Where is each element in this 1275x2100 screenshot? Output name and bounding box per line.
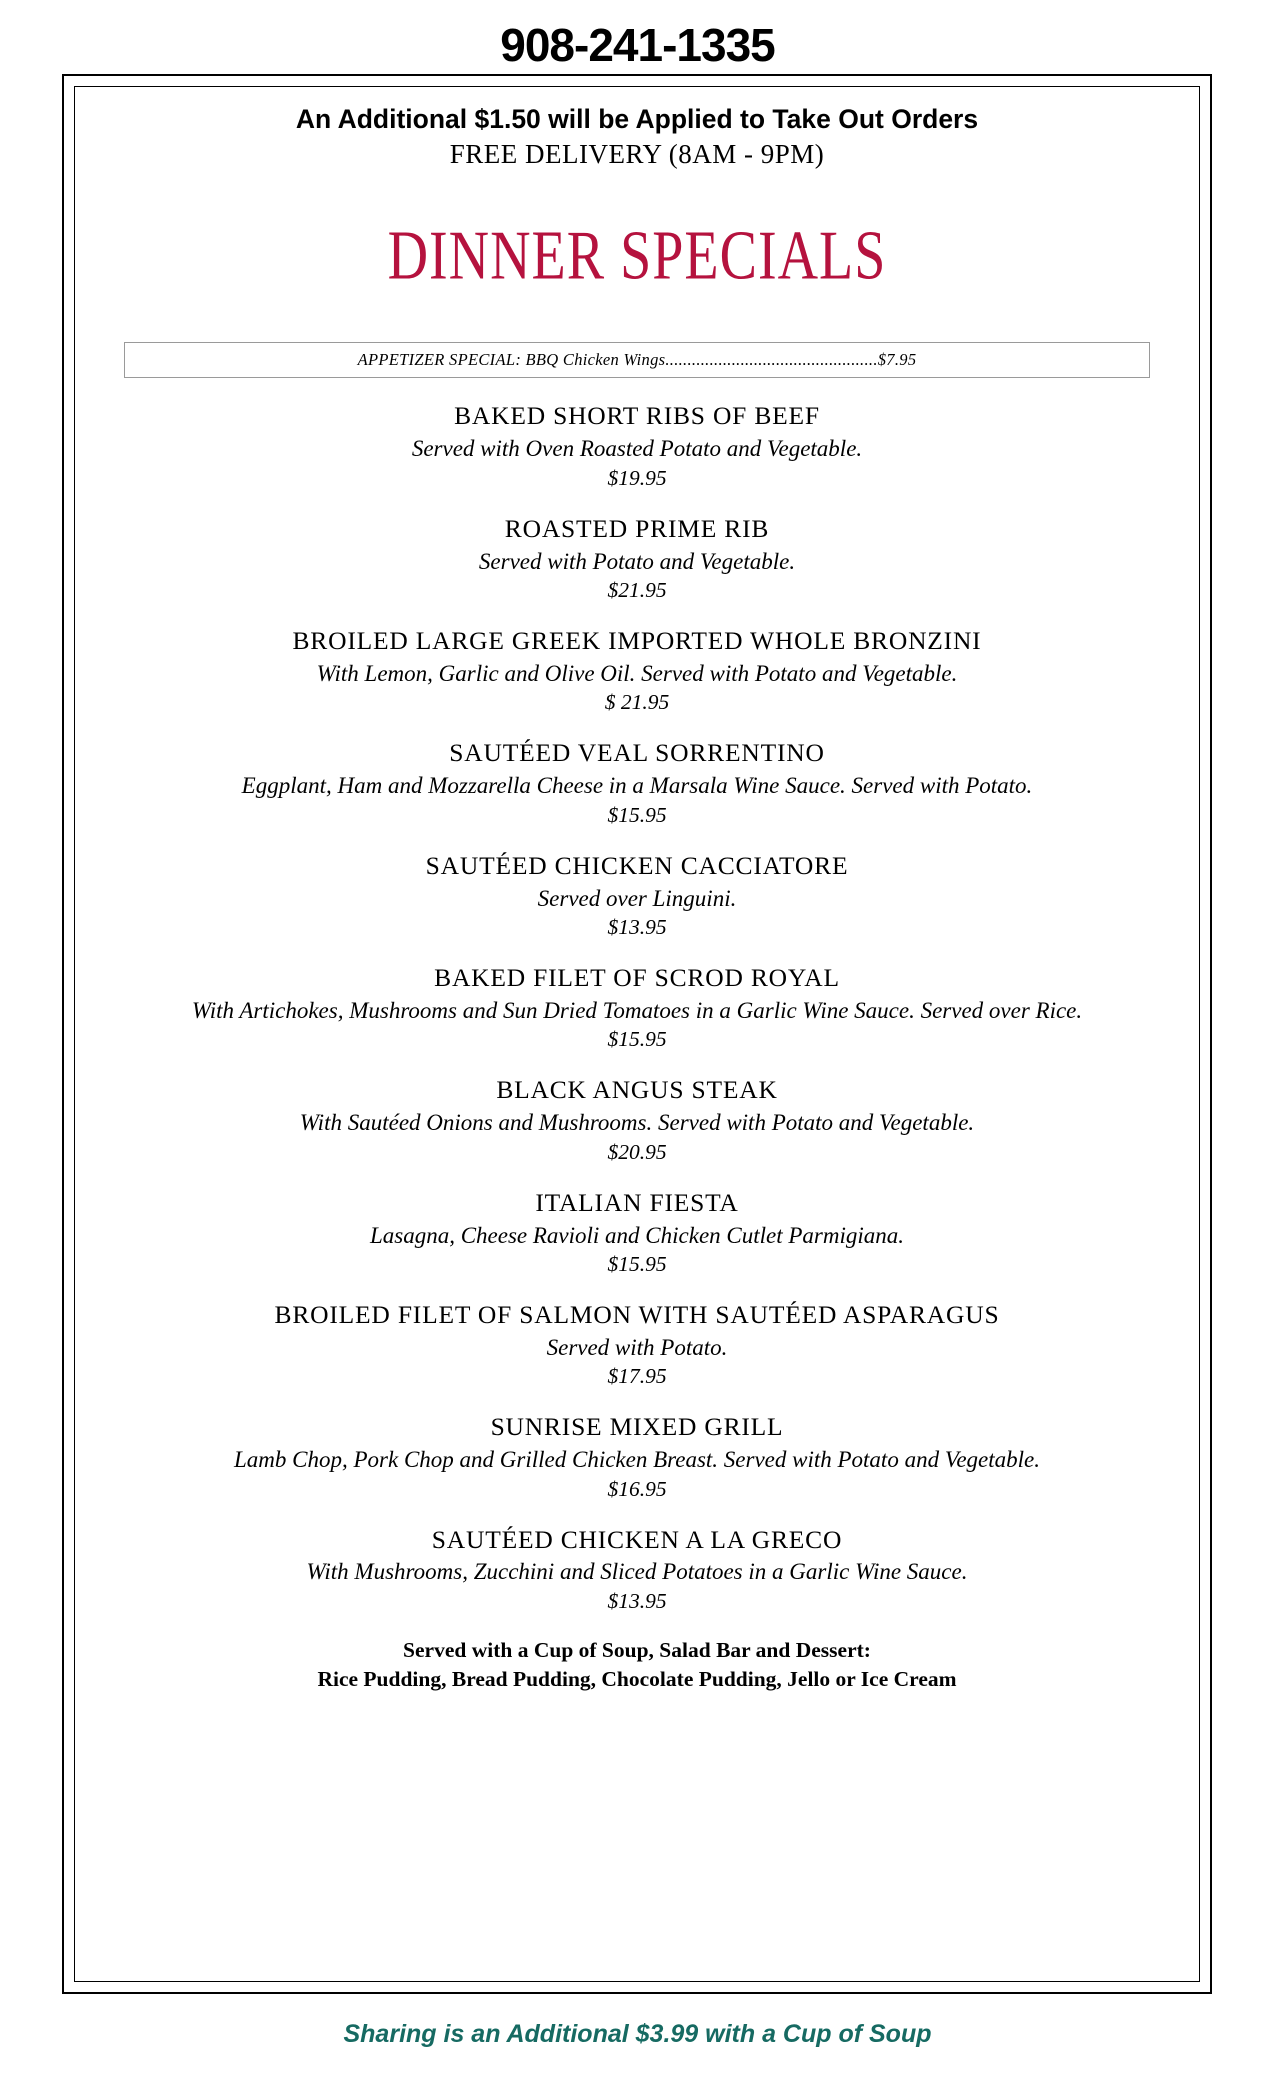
menu-item-description: Lamb Chop, Pork Chop and Grilled Chicken Breast. Served with Potato and Vegetable. <box>234 1447 1040 1473</box>
menu-item-description: Eggplant, Ham and Mozzarella Cheese in a Marsala Wine Sauce. Served with Potato. <box>241 773 1033 799</box>
menu-item-description: With Mushrooms, Zucchini and Sliced Potatoes in a Garlic Wine Sauce. <box>306 1559 968 1585</box>
menu-item-description: Served with Potato. <box>546 1334 728 1360</box>
menu-item-description: Served with Potato and Vegetable. <box>478 548 796 574</box>
menu-item-description: With Sautéed Onions and Mushrooms. Served with Potato and Vegetable. <box>299 1110 975 1136</box>
menu-item-name: BROILED FILET OF SALMON WITH SAUTÉED ASPARAGUS <box>274 1299 1000 1329</box>
menu-item-price: $13.95 <box>607 915 667 940</box>
menu-item-price: $16.95 <box>607 1476 667 1501</box>
menu-item-price: $17.95 <box>607 1364 667 1389</box>
menu-content <box>84 96 1190 1694</box>
menu-item-name: BAKED FILET OF SCROD ROYAL <box>434 963 840 993</box>
menu-item-description: With Artichokes, Mushrooms and Sun Dried Tomatoes in a Garlic Wine Sauce. Served over Rice. <box>191 997 1083 1023</box>
menu-item-description: Lasagna, Cheese Ravioli and Chicken Cutlet Parmigiana. <box>369 1222 905 1248</box>
menu-item-name: BLACK ANGUS STEAK <box>496 1075 778 1105</box>
menu-item-price: $19.95 <box>607 465 667 490</box>
menu-item-description: With Lemon, Garlic and Olive Oil. Served with Potato and Vegetable. <box>316 660 958 686</box>
included-line-1: Served with a Cup of Soup, Salad Bar and Dessert: <box>403 1637 871 1662</box>
menu-item-name: SUNRISE MIXED GRILL <box>490 1412 784 1442</box>
menu-item-name: SAUTÉED VEAL SORRENTINO <box>449 738 825 768</box>
appetizer-special-box <box>124 342 1150 378</box>
menu-item-price: $ 21.95 <box>604 690 670 715</box>
menu-item <box>112 1524 1162 1614</box>
menu-item-name: BAKED SHORT RIBS OF BEEF <box>454 401 820 431</box>
free-delivery-note: FREE DELIVERY (8AM - 9PM) <box>449 139 825 170</box>
menu-item-name: ROASTED PRIME RIB <box>504 513 770 543</box>
menu-item <box>112 625 1162 715</box>
included-line-2: Rice Pudding, Bread Pudding, Chocolate Pudding, Jello or Ice Cream <box>317 1666 957 1691</box>
menu-item <box>112 1299 1162 1389</box>
sharing-charge-note: Sharing is an Additional $3.99 with a Cup of Soup <box>343 2020 932 2048</box>
menu-item <box>112 400 1162 490</box>
menu-item <box>112 850 1162 940</box>
menu-item-price: $15.95 <box>607 1251 667 1276</box>
menu-item <box>112 513 1162 603</box>
menu-item <box>112 737 1162 827</box>
menu-item <box>112 1074 1162 1164</box>
menu-item-name: SAUTÉED CHICKEN CACCIATORE <box>425 850 849 880</box>
menu-item-price: $15.95 <box>607 802 667 827</box>
menu-item-description: Served over Linguini. <box>537 885 737 911</box>
menu-item <box>112 1411 1162 1501</box>
menu-item-price: $13.95 <box>607 1588 667 1613</box>
menu-item-price: $20.95 <box>607 1139 667 1164</box>
menu-item-name: ITALIAN FIESTA <box>535 1187 739 1217</box>
menu-item-description: Served with Oven Roasted Potato and Vegetable. <box>411 436 863 462</box>
menu-item-name: SAUTÉED CHICKEN A LA GRECO <box>431 1524 843 1554</box>
menu-item-list <box>112 400 1162 1613</box>
appetizer-special-text: APPETIZER SPECIAL: BBQ Chicken Wings................................................$7.95 <box>357 350 917 370</box>
included-with-meal-note <box>112 1636 1162 1694</box>
phone-number: 908-241-1335 <box>500 19 775 71</box>
menu-item-name: BROILED LARGE GREEK IMPORTED WHOLE BRONZINI <box>292 626 982 656</box>
menu-item-price: $15.95 <box>607 1027 667 1052</box>
menu-item <box>112 1187 1162 1277</box>
page-title: DINNER SPECIALS <box>387 217 887 296</box>
menu-item-price: $21.95 <box>607 578 667 603</box>
takeout-surcharge-note: An Additional $1.50 will be Applied to Take Out Orders <box>295 104 979 134</box>
menu-item <box>112 962 1162 1052</box>
